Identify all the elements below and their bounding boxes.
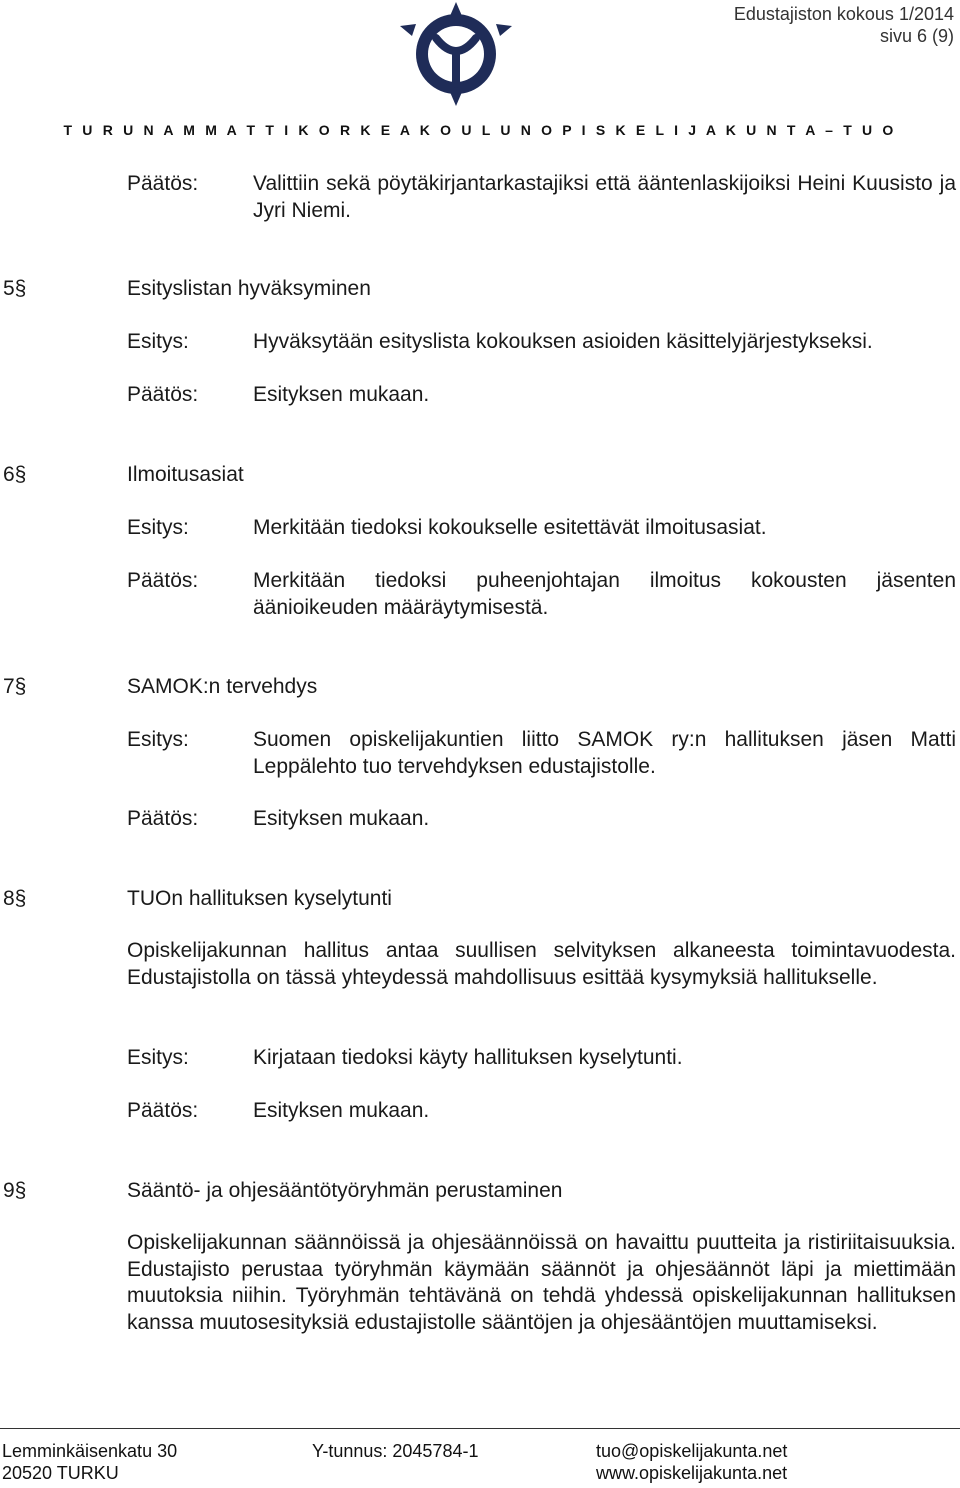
paatos-text: Esityksen mukaan. bbox=[253, 807, 430, 830]
esitys-label: Esitys: bbox=[127, 330, 189, 353]
section-number: 7§ bbox=[3, 675, 27, 698]
section-number: 5§ bbox=[3, 277, 27, 300]
footer-email-link[interactable]: tuo@opiskelijakunta.net bbox=[596, 1441, 788, 1461]
section-number: 6§ bbox=[3, 463, 27, 486]
footer-business-id: Y-tunnus: 2045784-1 bbox=[312, 1441, 479, 1461]
section-body: Opiskelijakunnan säännöissä ja ohjesäännöissä on havaittu puutteita ja ristiriitaisuuksia. Edustajisto perustaa työryhmän käymään säännöt ja ohjesäännöt läpi ja miettimään muutoksia niihin. Työryhmän tehtävänä on tehdä yhdessä opiskelijakunnan hallituksen kanssa muutosesityksiä edustajistolle sääntöjen ja ohjesääntöjen muuttamiseksi. bbox=[127, 1231, 956, 1334]
footer-website-link[interactable]: www.opiskelijakunta.net bbox=[596, 1463, 788, 1483]
esitys-text: Hyväksytään esityslista kokouksen asioiden käsittelyjärjestykseksi. bbox=[253, 330, 873, 353]
footer-address-street: Lemminkäisenkatu 30 bbox=[2, 1441, 178, 1461]
footer-divider bbox=[0, 1428, 960, 1429]
esitys-label: Esitys: bbox=[127, 516, 189, 539]
page-number: sivu 6 (9) bbox=[879, 26, 954, 46]
paatos-label: Päätös: bbox=[127, 569, 199, 592]
esitys-text: Kirjataan tiedoksi käyty hallituksen kyselytunti. bbox=[253, 1046, 683, 1069]
section-title: SAMOK:n tervehdys bbox=[127, 675, 318, 698]
esitys-text: Suomen opiskelijakuntien liitto SAMOK ry:n hallituksen jäsen Matti Leppälehto tuo tervehdyksen edustajistolle. bbox=[253, 728, 956, 778]
section-title: Esityslistan hyväksyminen bbox=[127, 277, 371, 300]
esitys-label: Esitys: bbox=[127, 1046, 189, 1069]
footer-address-city: 20520 TURKU bbox=[2, 1463, 119, 1483]
section-title: Sääntö- ja ohjesääntötyöryhmän perustaminen bbox=[127, 1179, 563, 1202]
section-number: 9§ bbox=[3, 1179, 27, 1202]
document-title: Edustajiston kokous 1/2014 bbox=[733, 4, 954, 24]
section-title: TUOn hallituksen kyselytunti bbox=[127, 887, 392, 910]
paatos-label: Päätös: bbox=[127, 807, 199, 830]
section-title: Ilmoitusasiat bbox=[127, 463, 244, 486]
section-number: 8§ bbox=[3, 887, 27, 910]
paatos-label: Päätös: bbox=[127, 1099, 199, 1122]
paatos-text: Merkitään tiedoksi puheenjohtajan ilmoitus kokousten jäsenten äänioikeuden määräytymisestä. bbox=[253, 569, 956, 619]
paatos-text: Esityksen mukaan. bbox=[253, 1099, 430, 1122]
organization-name: T U R U N A M M A T T I K O R K E A K O U L U N O P I S K E L I J A K U N T A – T U O bbox=[63, 122, 897, 138]
paatos-text: Esityksen mukaan. bbox=[253, 383, 430, 406]
esitys-label: Esitys: bbox=[127, 728, 189, 751]
tuo-logo-icon bbox=[400, 2, 512, 106]
paatos-label: Päätös: bbox=[127, 383, 199, 406]
esitys-text: Merkitään tiedoksi kokoukselle esitettävät ilmoitusasiat. bbox=[253, 516, 767, 539]
paatos-text: Valittiin sekä pöytäkirjantarkastajiksi että ääntenlaskijoiksi Heini Kuusisto ja Jyri Niemi. bbox=[253, 172, 956, 222]
paatos-label: Päätös: bbox=[127, 172, 199, 195]
section-body: Opiskelijakunnan hallitus antaa suullisen selvityksen alkaneesta toimintavuodesta. Edustajistolla on tässä yhteydessä mahdollisuus esittää kysymyksiä hallitukselle. bbox=[127, 939, 956, 989]
